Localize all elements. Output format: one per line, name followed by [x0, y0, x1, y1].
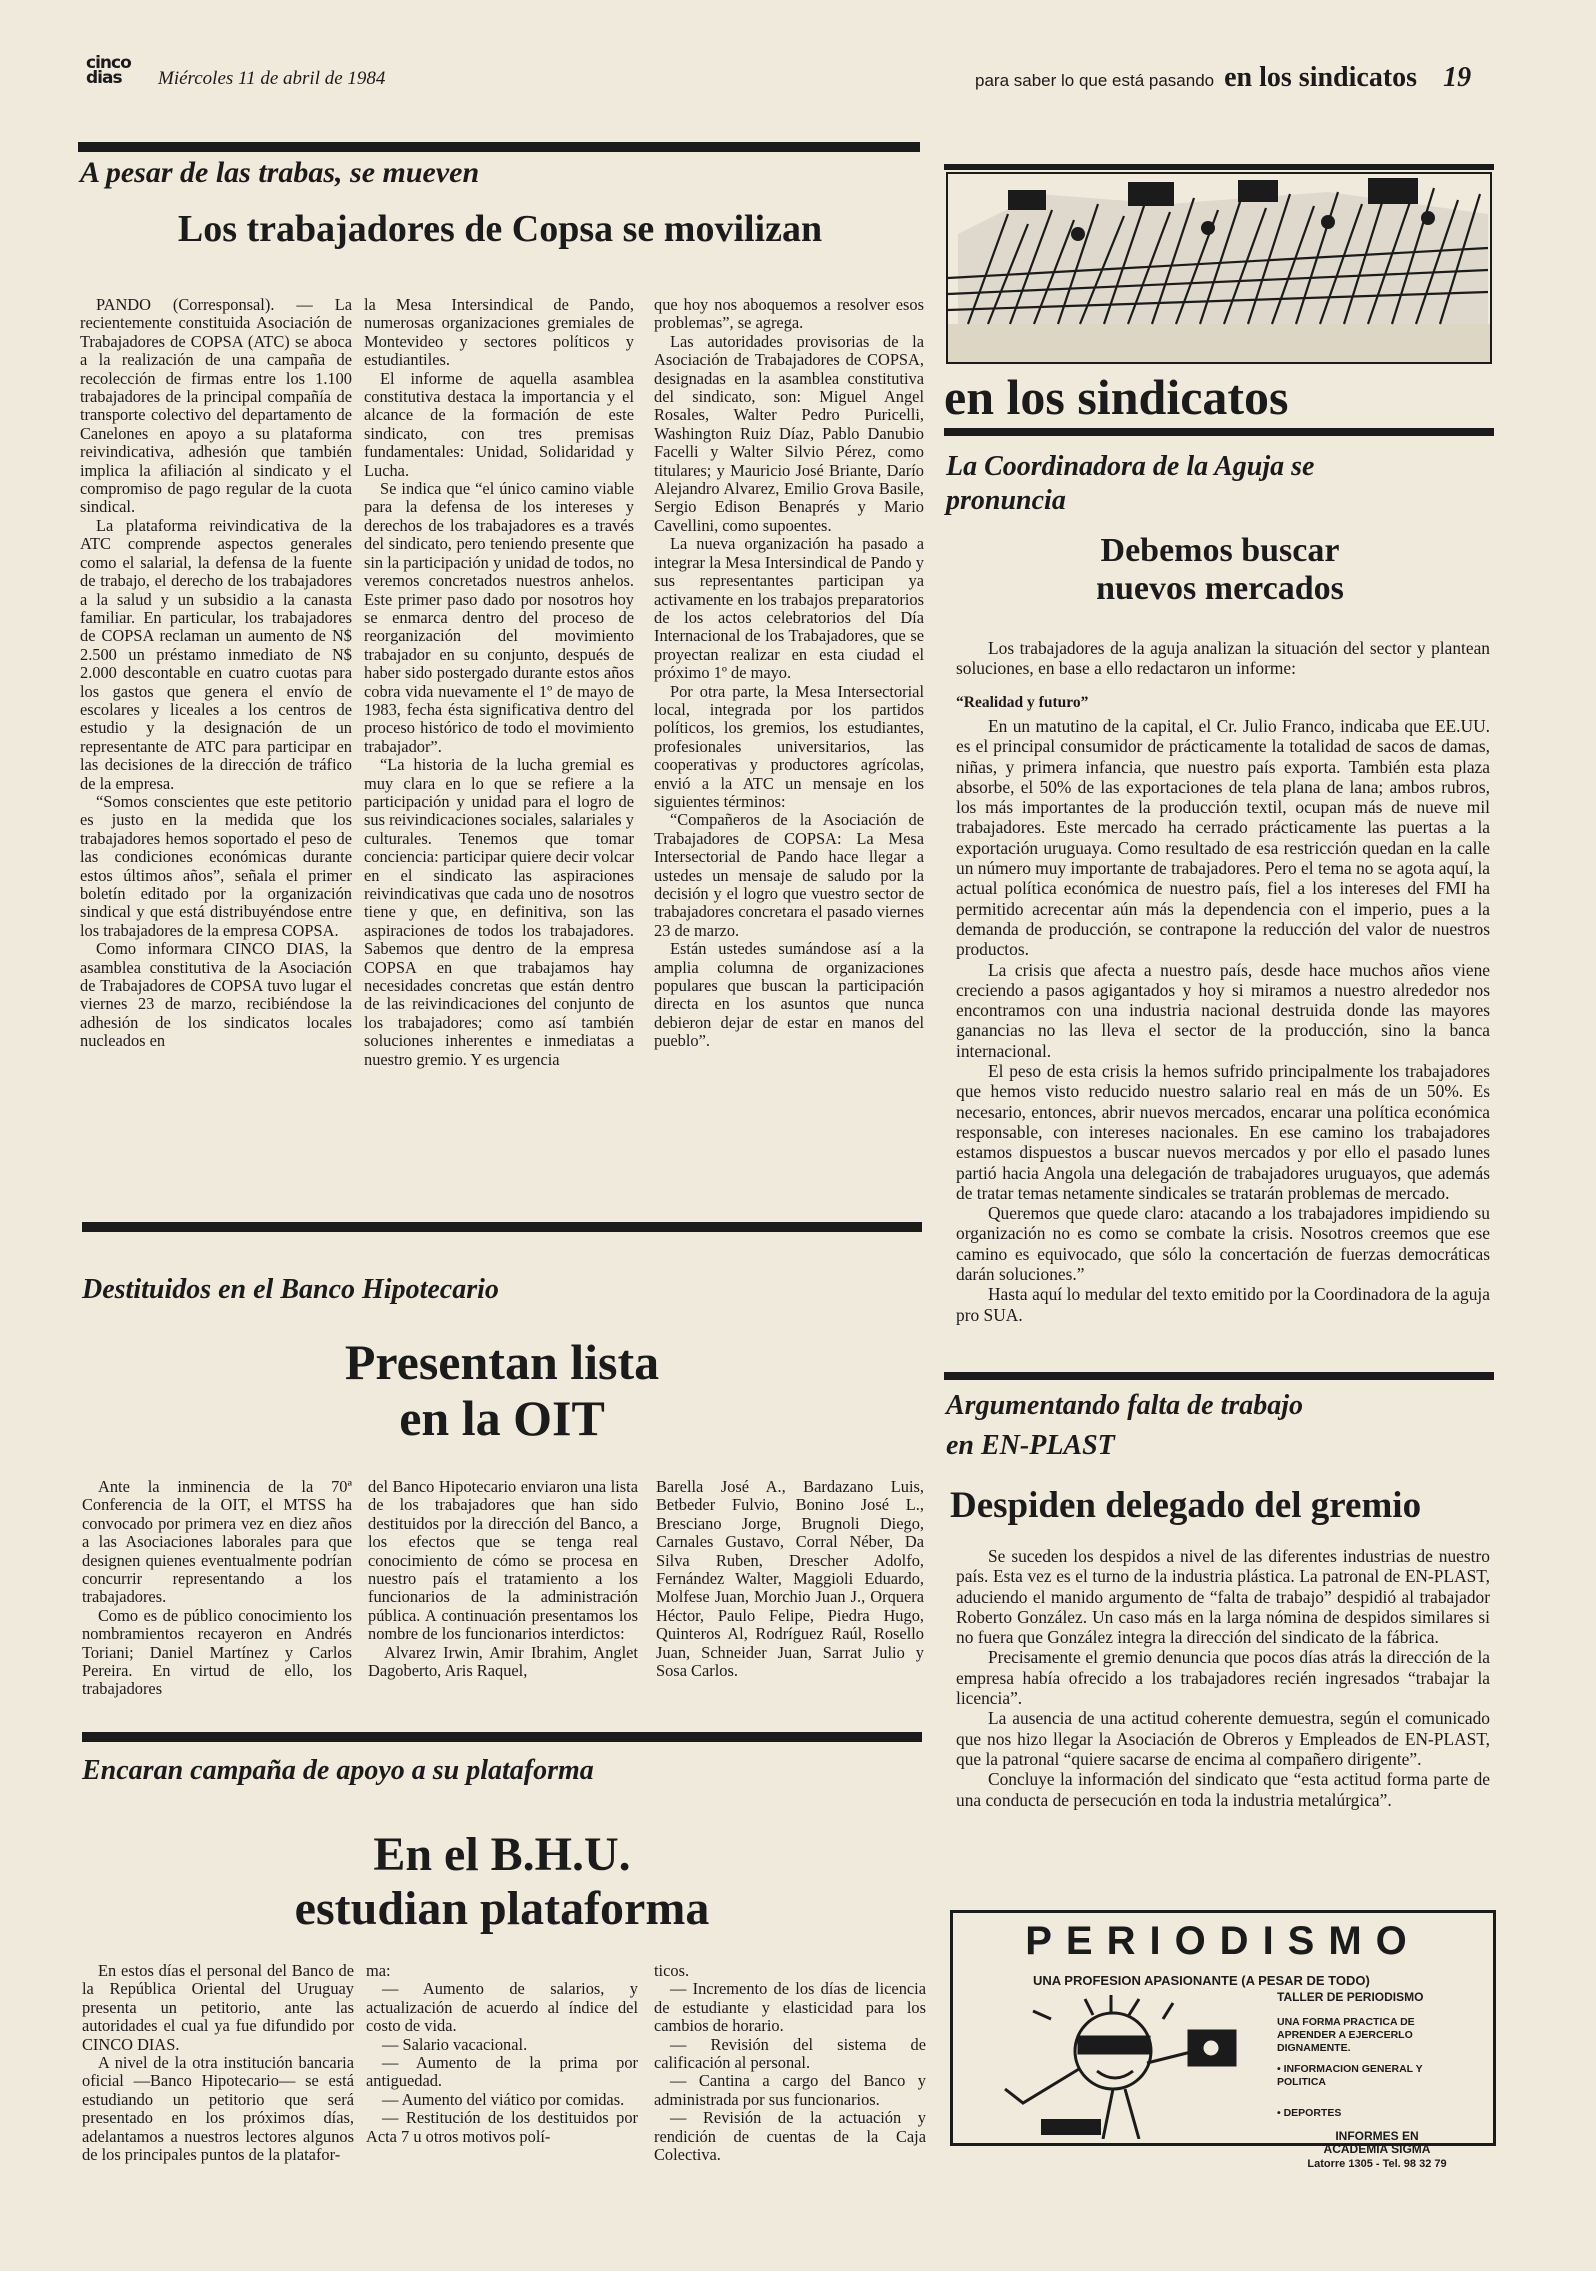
- paragraph: Ante la inminencia de la 70ª Conferencia de la OIT, el MTSS ha convocado por primera vez en diez años a las Asociaciones laborales para que designen quienes eventualmente podrían concurrir representando a los trabajadores.: [82, 1477, 352, 1607]
- paragraph: En estos días el personal del Banco de la República Oriental del Uruguay presenta un petitorio, ante las autoridades el cual ya fue difundido por CINCO DIAS.: [82, 1961, 354, 2054]
- ad-address: Latorre 1305 - Tel. 98 32 79: [1307, 2158, 1447, 2170]
- list-item: — Salario vacacional.: [382, 2034, 528, 2054]
- section-tagline: para saber lo que está pasando: [975, 71, 1215, 90]
- paragraph: Precisamente el gremio denuncia que pocos días atrás la dirección de la empresa había ofrecido a los trabajadores recién ingresados “trabajar la licencia”.: [956, 1647, 1490, 1709]
- reporter-cartoon-illustration: [993, 1993, 1253, 2139]
- oit-headline-line-1: Presentan lista: [344, 1334, 660, 1390]
- sidebar-body: [956, 716, 1490, 1325]
- paragraph: Concluye la información del sindicato que “esta actitud forma parte de una conducta de persecución en toda la industria metalúrgica”.: [956, 1769, 1490, 1810]
- list-item: — Aumento del viático por comidas.: [382, 2089, 625, 2109]
- paragraph: del Banco Hipotecario enviaron una lista de los trabajadores que han sido destituidos por la dirección del Banco, a los efectos que se tenga real conocimiento de cómo se procesa en nuestro país el tratamiento a los funcionarios de la administración pública. A continuación presentamos los nombre de los funcionarios interdictos:: [368, 1477, 638, 1644]
- crowd-march-illustration: [948, 174, 1490, 362]
- bhu-column-2: [366, 1962, 638, 2146]
- section-name: en los sindicatos: [1224, 62, 1418, 93]
- newspaper-logo: [86, 53, 136, 88]
- paragraph: La plataforma reivindicativa de la ATC comprende aspectos generales como el salarial, la defensa de la fuente de trabajo, el derecho de los trabajadores a la salud y un subsidio a la canasta familiar. En particular, los trabajadores de COPSA reclaman un aumento de N$ 2.500 un préstamo inmediato de N$ 2.000 descontable en cuatro cuotas para los gastos que genera el envío de escolares y liceales a los centros de estudio y la designación de un representante de ATC para participar en las decisiones de la dirección de tráfico de la empresa.: [80, 515, 352, 793]
- paragraph: Alvarez Irwin, Amir Ibrahim, Anglet Dagoberto, Aris Raquel,: [368, 1642, 638, 1681]
- periodismo-ad: [950, 1910, 1496, 2170]
- issue-date: Miércoles 11 de abril de 1984: [158, 68, 386, 89]
- paragraph: A nivel de la otra institución bancaria oficial —Banco Hipotecario— se está estudiando un petitorio que será presentado en los próximos días, adelantamos a nuestros lectores algunos de los principales puntos de la platafor-: [82, 2053, 354, 2165]
- paragraph: Las autoridades provisorias de la Asociación de Trabajadores de COPSA, designadas en la asamblea constitutiva del sindicato, son: Miguel Angel Rosales, Walter Pedro Puricelli, Washington Ruiz Díaz, Pablo Danubio Facelli y Walter Silvio Pérez, como titulares; y Mauricio José Briante, Darío Alejandro Alvarez, Emilio Grova Basile, Sergio Edison Benaprés y Mario Cavellini, como supoentes.: [654, 331, 924, 535]
- top-rule: [78, 142, 920, 152]
- oit-column-2: [368, 1478, 638, 1680]
- logo-line-dias: dias: [86, 68, 122, 88]
- paragraph: El informe de aquella asamblea constitutiva destaca la importancia y el alcance de la formación de este sindicato, con tres premisas fundamentales: Unidad, Solidaridad y Lucha.: [364, 368, 634, 480]
- list-item: — Revisión del sistema de calificación al personal.: [654, 2034, 926, 2073]
- paragraph: Como es de público conocimiento los nombramientos recayeron en Andrés Toriani; Daniel Martínez y Carlos Pereira. En virtud de ello, los trabajadores: [82, 1605, 352, 1699]
- copsa-column-3: [654, 296, 924, 1051]
- sidebar-title-rule: [944, 428, 1494, 436]
- paragraph: Barella José A., Bardazano Luis, Betbeder Fulvio, Bonino José L., Bresciano Jorge, Brugnoli Diego, Carnales Gustavo, Corral Néber, Da Silva Ruben, Drescher Adolfo, Fernández Walter, Maggioli Eduardo, Molfese Juan, Morchio Juan J., Orquera Héctor, Paulo Felipe, Piedra Hugo, Quinteros Al, Rodríguez Raúl, Rosello Juan, Schneider Juan, Sarrat Julio y Sosa Carlos.: [656, 1477, 924, 1681]
- oit-headline-line-2: en la OIT: [399, 1390, 605, 1446]
- paragraph: “Compañeros de la Asociación de Trabajadores de COPSA: La Mesa Intersectorial de Pando hace llegar a ustedes un mensaje de saludo por la decisión y el logro que vuestro sector de trabajadores concretara el pasado viernes 23 de marzo.: [654, 810, 924, 940]
- copsa-column-2: [364, 296, 634, 1069]
- ad-text-block: [1277, 1991, 1477, 2171]
- paragraph: la Mesa Intersindical de Pando, numerosas organizaciones gremiales de Montevideo y sectores políticos y estudiantiles.: [364, 295, 634, 370]
- paragraph: Hasta aquí lo medular del texto emitido por la Coordinadora de la aguja pro SUA.: [956, 1284, 1490, 1325]
- oit-column-1: [82, 1478, 352, 1699]
- bhu-headline-line-2: estudian plataforma: [294, 1882, 710, 1935]
- sidebar-illustration: [946, 172, 1492, 364]
- paragraph: La nueva organización ha pasado a integrar la Mesa Intersindical de Pando y sus representantes participan ya activamente en los trabajos preparatorios de los actos celebratorios del Día Internacional de los Trabajadores, que se proyectan realizar en esta ciudad el próximo 1º de mayo.: [654, 534, 924, 683]
- paragraph: Queremos que quede claro: atacando a los trabajadores impidiendo su organización no es como se combate la crisis. Nosotros creemos que ese camino es equivocado, que sólo la concertación de fuerzas democráticas darán soluciones.”: [956, 1203, 1490, 1285]
- enplast-kicker-line-1: Argumentando falta de trabajo: [946, 1390, 1304, 1421]
- ad-workshop: TALLER DE PERIODISMO: [1277, 1990, 1424, 2004]
- copsa-column-1: [80, 296, 352, 1051]
- paragraph: ma:: [366, 1961, 391, 1980]
- enplast-rule: [944, 1372, 1494, 1380]
- paragraph: PANDO (Corresponsal). — La recientemente constituida Asociación de Trabajadores de COPSA (ATC) se aboca a la realización de una campaña de recolección de firmas entre los 1.100 trabajadores de la principal compañía de transporte colectivo del departamento de Canelones en apoyo a su plataforma reivindicativa, adhesión que también implica la afiliación al sindicato y el compromiso de pago regular de la cuota sindical.: [80, 295, 352, 517]
- paragraph: Por otra parte, la Mesa Intersectorial local, integrada por los partidos políticos, los gremios, los estudiantes, profesionales universitarios, las cooperativas y productores agrícolas, envió a la ATC un mensaje en los siguientes términos:: [654, 681, 924, 811]
- list-item: — Revisión de la actuación y rendición de cuentas de la Caja Colectiva.: [654, 2108, 926, 2165]
- paragraph: “Somos conscientes que este petitorio es justo en la medida que los trabajadores hemos soportado el peso de las condiciones económicas durante estos últimos años”, señala el primer boletín editado por la organización sindical y que está distribuyéndose entre los trabajadores de la empresa COPSA.: [80, 791, 352, 940]
- ad-subtitle: UNA PROFESION APASIONANTE (A PESAR DE TODO): [1033, 1973, 1370, 1988]
- enplast-kicker-line-2: en EN-PLAST: [946, 1430, 1115, 1461]
- oit-kicker: Destituidos en el Banco Hipotecario: [82, 1274, 499, 1305]
- sidebar-subhead: “Realidad y futuro”: [956, 694, 1089, 711]
- bhu-kicker: Encaran campaña de apoyo a su plataforma: [82, 1755, 594, 1786]
- list-item: — Aumento de salarios, y actualización de acuerdo al índice del costo de vida.: [366, 1979, 638, 2036]
- bhu-column-3: [654, 1962, 926, 2164]
- list-item: — Cantina a cargo del Banco y administrada por sus funcionarios.: [654, 2071, 926, 2109]
- paragraph: Están ustedes sumándose así a la amplia columna de organizaciones populares que buscan la participación directa en los asuntos que nunca debieron dejar de estar en manos del pueblo”.: [654, 939, 924, 1051]
- bhu-rule: [82, 1732, 922, 1742]
- list-item: — Incremento de los días de licencia de estudiante y elasticidad para los cambios de horario.: [654, 1979, 926, 2036]
- paragraph: La crisis que afecta a nuestro país, desde hace muchos años viene creciendo a pasos agigantados y hoy si miramos a nuestro alrededor nos encontramos con una industria nacional destruida donde las mayores ganancias no las lleva el sector de la producción, sino la banca internacional.: [956, 959, 1490, 1061]
- enplast-headline: Despiden delegado del gremio: [950, 1485, 1422, 1526]
- paragraph: Como informara CINCO DIAS, la asamblea constitutiva de la Asociación de Trabajadores de COPSA tuvo lugar el viernes 23 de marzo, recibiéndose la adhesión de los sindicatos locales nucleados en: [80, 939, 352, 1051]
- ad-pitch: UNA FORMA PRACTICA DE APRENDER A EJERCERLO DIGNAMENTE.: [1277, 2016, 1415, 2054]
- paragraph: Se indica que “el único camino viable para la defensa de los intereses y derechos de los trabajadores es a través del sindicato, pero teniendo presente que sin la participación y unidad de todos, no veremos concretados nuestros anhelos. Este primer paso dado por nosotros hoy se enmarca dentro del proceso de reorganización del movimiento trabajador en su conjunto, después de haber sido postergado durante estos años cobra vida nuevamente el 1º de mayo de 1983, fecha ésta significativa dentro del proceso histórico de todo el movimiento trabajador”.: [364, 479, 634, 756]
- list-item: — Restitución de los destituidos por Acta 7 u otros motivos polí-: [366, 2108, 638, 2146]
- sidebar-headline: Debemos buscar nuevos mercados: [1096, 532, 1344, 608]
- oit-rule: [82, 1222, 922, 1232]
- paragraph: La ausencia de una actitud coherente demuestra, según el comunicado que nos hizo llegar la Asociación de Obreros y Empleados de EN-PLAST, que la patronal “quiere sacarse de encima al compañero dirigente”.: [956, 1708, 1490, 1769]
- copsa-kicker: A pesar de las trabas, se mueven: [80, 156, 480, 189]
- paragraph: que hoy nos aboquemos a resolver esos problemas”, se agrega.: [654, 295, 924, 333]
- ad-title: PERIODISMO: [1025, 1919, 1421, 1963]
- paragraph: “La historia de la lucha gremial es muy clara en lo que se refiere a la participación y unidad para el logro de sus reivindicaciones sociales, salariales y culturales. Tenemos que tomar conciencia: participar quiere decir volcar en el sindicato las aspiraciones reivindicativas que cada uno de nosotros tiene y que, en definitiva, son las aspiraciones de todos los trabajadores. Sabemos que dentro de la empresa COPSA en que trabajamos hay necesidades concretas que están dentro de las reivindicaciones del conjunto de los trabajadores; como así también soluciones inherentes e inmediatas a nuestro gremio. Y es urgencia: [364, 755, 634, 1069]
- section-header: [975, 62, 1471, 94]
- paragraph: El peso de esta crisis la hemos sufrido principalmente los trabajadores que hemos visto reducido nuestro salario real en más de un 50%. Es necesario, entonces, abrir nuevos mercados, encarar una política económica responsable, con intereses nacionales. En ese camino los trabajadores estamos dispuestos a buscar nuevos mercados y por ello el pasado lunes partió hacia Angola una delegación de trabajadores uruguayos, que además de tratar temas netamente sindicales se tratarán problemas de mercado.: [956, 1061, 1490, 1203]
- paragraph: ticos.: [654, 1961, 690, 1980]
- list-item: — Aumento de la prima por antiguedad.: [366, 2053, 638, 2091]
- bhu-column-1: [82, 1962, 354, 2164]
- oit-column-3: [656, 1478, 924, 1680]
- sidebar-section-title: en los sindicatos: [944, 369, 1289, 425]
- logo-line-cinco: cinco: [86, 53, 131, 73]
- ad-bullet-sports: • DEPORTES: [1277, 2107, 1342, 2119]
- ad-info-line-1: INFORMES EN: [1335, 2129, 1419, 2143]
- sidebar-kicker: La Coordinadora de la Aguja se pronuncia: [946, 451, 1315, 516]
- page-number: 19: [1443, 62, 1472, 93]
- paragraph: En un matutino de la capital, el Cr. Julio Franco, indicaba que EE.UU. es el principal consumidor de prácticamente la totalidad de sacos de damas, niñas, y primera infancia, que nuestro país exporta. También esta plaza absorbe, el 50% de las exportaciones de tela plana de lana; ambos rubros, los más importantes de la producción textil, ocupan más de nueve mil trabajadores. Este mercado ha cerrado prácticamente las puertas a la exportación uruguaya. Como resultado de esa restricción quedan en la calle un número muy importante de trabajadores. Pero el tema no se agota aquí, la actual política económica de nuestro país, fiel a los intereses del FMI ha permitido acrecentar aún más la dependencia con el imperio, pues a la demanda de producción, se contrapone la reducción del valor de nuestros productos.: [956, 716, 1490, 960]
- ad-bullet-general: • INFORMACION GENERAL Y POLITICA: [1277, 2063, 1423, 2088]
- sidebar-top-rule: [944, 164, 1494, 170]
- sidebar-intro: Los trabajadores de la aguja analizan la situación del sector y plantean soluciones, en base a ello redactaron un informe:: [956, 638, 1490, 679]
- bhu-headline-line-1: En el B.H.U.: [373, 1828, 631, 1881]
- ad-info-line-2: ACADEMIA SIGMA: [1323, 2142, 1431, 2156]
- copsa-headline: Los trabajadores de Copsa se movilizan: [177, 208, 823, 250]
- enplast-body: [956, 1546, 1490, 1810]
- paragraph: Se suceden los despidos a nivel de las diferentes industrias de nuestro país. Esta vez es el turno de la industria plástica. La patronal de EN-PLAST, aduciendo el manido argumento de “falta de trabajo” despidió al trabajador Roberto González. Un caso más en la larga nómina de despidos similares si no fuera que González integra la dirección del sindicato de la fábrica.: [956, 1546, 1490, 1648]
